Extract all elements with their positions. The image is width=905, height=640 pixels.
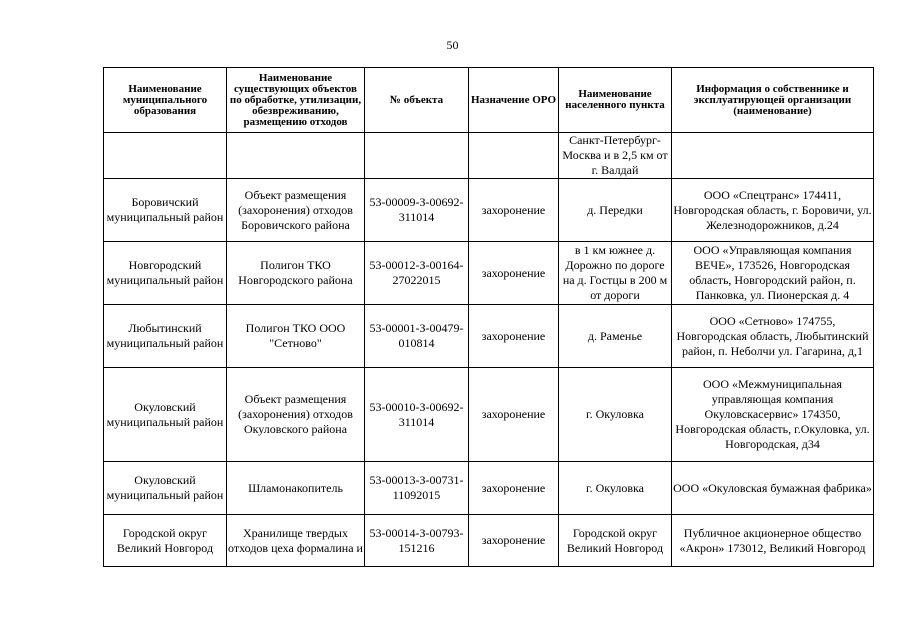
purpose-text: захоронение [481, 407, 546, 421]
facility-text: Полигон ТКО ООО "Сетново" [245, 321, 346, 350]
municipality-text: Городской округ Великий Новгород [116, 525, 214, 555]
owner-text: ООО «Управляющая компания ВЕЧЕ», 173526, Новгородская область, Новгородский район, п. Панковка, ул. Пионерская д. 4 [689, 243, 856, 302]
settlement-cell [559, 515, 672, 567]
purpose-cell [469, 305, 559, 368]
table-row [104, 179, 874, 242]
purpose-cell [469, 368, 559, 462]
settlement-text: в 1 км южнее д. Дорожно по дороге на д. Гостцы в 200 м от дороги [562, 243, 668, 302]
owner-cell [672, 179, 874, 242]
facility-text: Хранилище твердых отходов цеха формалина и [228, 525, 363, 555]
settlement-text: г. Окуловка [586, 480, 644, 495]
facility-text: Шламонакопитель [248, 480, 343, 495]
municipality-text: Новгородский муниципальный район [106, 258, 224, 287]
object-number-text: 53-00013-З-00731-11092015 [369, 473, 464, 502]
purpose-cell [469, 242, 559, 305]
object-number-text: 53-00012-З-00164-27022015 [369, 258, 464, 287]
facility-cell [227, 179, 365, 242]
municipality-cell [104, 515, 227, 567]
object-number-cell [365, 179, 469, 242]
purpose-cell [469, 133, 559, 179]
purpose-text: захоронение [481, 533, 546, 547]
settlement-text: Городской округ Великий Новгород [566, 525, 664, 555]
table-row [104, 515, 874, 567]
purpose-text: захоронение [481, 328, 546, 343]
object-number-text: 53-00001-З-00479-010814 [369, 321, 464, 350]
municipality-cell [104, 242, 227, 305]
facility-cell [227, 368, 365, 462]
object-number-text: 53-00009-З-00692-311014 [369, 195, 464, 224]
settlement-text: г. Окуловка [586, 407, 644, 421]
settlement-text: д. Передки [587, 202, 643, 217]
owner-text: ООО «Сетново» 174755, Новгородская область, Любытинский район, п. Неболчи ул. Гагарина, д,1 [676, 313, 869, 358]
object-number-cell [365, 133, 469, 179]
header-purpose: Назначение ОРО [469, 68, 559, 133]
settlement-cell [559, 305, 672, 368]
object-number-cell [365, 462, 469, 515]
header-facility: Наименование существующих объектов по обработке, утилизации, обезвреживанию, размещению отходов [227, 68, 365, 133]
header-object-number: № объекта [365, 68, 469, 133]
municipality-cell [104, 305, 227, 368]
table-header-row [104, 68, 874, 133]
facility-cell [227, 462, 365, 515]
facility-text: Объект размещения (захоронения) отходов Боровичского района [238, 187, 353, 232]
municipality-text: Любытинский муниципальный район [106, 321, 224, 350]
table-row [104, 305, 874, 368]
object-number-text: 53-00010-З-00692-311014 [369, 399, 464, 429]
table-row [104, 242, 874, 305]
settlement-cell [559, 462, 672, 515]
municipality-cell [104, 368, 227, 462]
purpose-cell [469, 462, 559, 515]
municipality-cell [104, 179, 227, 242]
municipality-text: Окуловский муниципальный район [106, 399, 224, 429]
facility-text: Полигон ТКО Новгородского района [238, 258, 353, 287]
owner-cell [672, 242, 874, 305]
header-owner: Информация о собственнике и эксплуатирующей организации (наименование) [672, 68, 874, 133]
owner-text: ООО «Окуловская бумажная фабрика» [673, 480, 872, 495]
settlement-text: д. Раменье [587, 328, 643, 343]
facility-cell [227, 242, 365, 305]
purpose-cell [469, 515, 559, 567]
facility-cell [227, 305, 365, 368]
settlement-cell [559, 133, 672, 179]
municipality-cell [104, 133, 227, 179]
purpose-text: захоронение [481, 202, 546, 217]
purpose-text: захоронение [481, 265, 546, 280]
object-number-cell [365, 305, 469, 368]
object-number-cell [365, 368, 469, 462]
municipality-text: Окуловский муниципальный район [106, 473, 224, 502]
page-number: 50 [446, 38, 459, 52]
owner-text: ООО «Спецтранс» 174411, Новгородская область, г. Боровичи, ул. Железнодорожников, д.24 [673, 187, 872, 232]
settlement-text: Санкт-Петербург-Москва и в 2,5 км от г. Валдай [562, 133, 668, 177]
object-number-text: 53-00014-З-00793-151216 [369, 525, 464, 555]
settlement-cell [559, 242, 672, 305]
table-row [104, 133, 874, 179]
owner-text: Публичное акционерное общество «Акрон» 173012, Великий Новгород [679, 525, 866, 555]
settlement-cell [559, 368, 672, 462]
facility-text: Объект размещения (захоронения) отходов Окуловского района [238, 392, 353, 436]
object-number-cell [365, 515, 469, 567]
municipality-text: Боровичский муниципальный район [106, 195, 224, 224]
settlement-cell [559, 179, 672, 242]
purpose-text: захоронение [481, 480, 546, 495]
owner-cell [672, 515, 874, 567]
purpose-cell [469, 179, 559, 242]
owner-cell [672, 368, 874, 462]
header-municipality: Наименование муниципального образования [104, 68, 227, 133]
header-settlement: Наименование населенного пункта [559, 68, 672, 133]
municipality-cell [104, 462, 227, 515]
owner-cell [672, 305, 874, 368]
waste-facilities-table [103, 67, 874, 567]
owner-cell [672, 462, 874, 515]
table-row [104, 462, 874, 515]
table-row [104, 368, 874, 462]
owner-text: ООО «Межмуниципальная управляющая компания Окуловскасервис» 174350, Новгородская область, г.Окуловка, ул. Новгородская, д34 [675, 377, 870, 451]
facility-cell [227, 133, 365, 179]
object-number-cell [365, 242, 469, 305]
owner-cell [672, 133, 874, 179]
facility-cell [227, 515, 365, 567]
